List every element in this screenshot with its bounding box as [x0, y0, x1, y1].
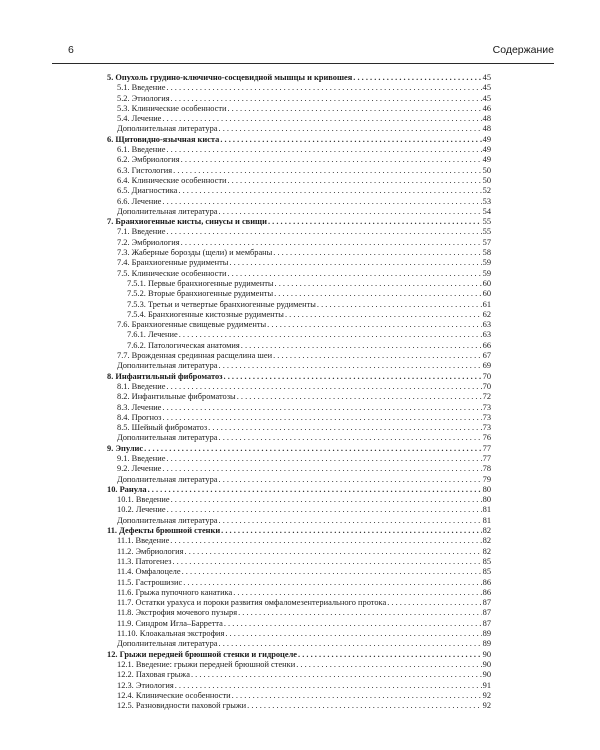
- toc-entry-title: 12.5. Разновидности паховой грыжи: [117, 701, 247, 711]
- toc-leader-dots: [296, 660, 481, 670]
- toc-entry: [107, 598, 491, 608]
- toc-entry: [107, 392, 491, 402]
- toc-leader-dots: [167, 505, 482, 515]
- toc-entry-title: 11.9. Синдром Игла–Барретта: [117, 618, 223, 628]
- toc-entry-title: 7.5.3. Третьи и четвертые бранхиогенные рудименты: [127, 299, 316, 309]
- toc-leader-dots: [227, 104, 481, 114]
- toc-entry: [107, 258, 491, 268]
- toc-leader-dots: [162, 197, 481, 207]
- toc-entry: [107, 495, 491, 505]
- toc-entry: [107, 248, 491, 258]
- toc-entry-page: 46: [482, 103, 491, 113]
- toc-entry-title: 6.2. Эмбриология: [117, 155, 180, 165]
- toc-entry: [107, 186, 491, 196]
- toc-entry-page: 45: [482, 93, 491, 103]
- toc-entry: [107, 341, 491, 351]
- toc-leader-dots: [178, 186, 481, 196]
- toc-entry-page: 92: [482, 690, 491, 700]
- toc-entry-page: 45: [482, 73, 491, 82]
- toc-entry-page: 73: [482, 402, 491, 412]
- toc-entry-page: 61: [482, 299, 491, 309]
- toc-entry-page: 70: [482, 371, 491, 381]
- toc-entry-page: 55: [482, 217, 491, 227]
- toc-entry-page: 89: [482, 639, 491, 649]
- toc-entry-page: 89: [482, 629, 491, 639]
- toc-entry: [107, 557, 491, 567]
- toc-entry-page: 77: [482, 453, 491, 463]
- toc-leader-dots: [247, 701, 481, 711]
- toc-leader-dots: [219, 361, 482, 371]
- toc-entry-title: 6.6. Лечение: [117, 196, 162, 206]
- toc-entry: [107, 104, 491, 114]
- toc-leader-dots: [182, 567, 482, 577]
- toc-leader-dots: [225, 629, 481, 639]
- toc-entry-title: 5. Опухоль грудино-ключично-сосцевидной мышцы и кривошея: [107, 73, 353, 82]
- toc-leader-dots: [183, 578, 481, 588]
- toc-entry-page: 55: [482, 227, 491, 237]
- toc-entry-title: 6. Щитовидно-язычная киста: [107, 134, 220, 144]
- toc-leader-dots: [219, 639, 482, 649]
- toc-leader-dots: [232, 691, 482, 701]
- toc-leader-dots: [175, 681, 482, 691]
- toc-chapter-entry: [107, 526, 491, 536]
- toc-entry-page: 85: [482, 567, 491, 577]
- toc-entry-title: 6.1. Введение: [117, 145, 166, 155]
- toc-entry-title: Дополнительная литература: [117, 361, 218, 371]
- toc-entry-page: 72: [482, 392, 491, 402]
- toc-entry-title: 7.5.4. Бранхиогенные кистозные рудименты: [127, 309, 284, 319]
- toc-entry-title: 12.4. Клинические особенности: [117, 690, 231, 700]
- toc-leader-dots: [317, 300, 482, 310]
- toc-entry-title: 11.4. Омфалоцеле: [117, 567, 181, 577]
- toc-entry-title: Дополнительная литература: [117, 474, 218, 484]
- toc-entry: [107, 320, 491, 330]
- toc-entry-page: 85: [482, 556, 491, 566]
- toc-entry-title: 8.5. Шейный фиброматоз: [117, 423, 208, 433]
- toc-entry-page: 82: [482, 526, 491, 536]
- toc-entry-title: 12. Грыжи передней брюшной стенки и гидроцеле: [107, 649, 298, 659]
- toc-entry: [107, 382, 491, 392]
- toc-entry: [107, 94, 491, 104]
- toc-entry: [107, 670, 491, 680]
- toc-entry-title: 7.6.2. Патологическая анатомия: [127, 340, 240, 350]
- toc-leader-dots: [353, 73, 481, 83]
- toc-leader-dots: [191, 670, 482, 680]
- toc-entry-title: Дополнительная литература: [117, 206, 218, 216]
- toc-entry-page: 49: [482, 145, 491, 155]
- toc-entry: [107, 207, 491, 217]
- toc-leader-dots: [171, 495, 482, 505]
- toc-chapter-entry: [107, 444, 491, 454]
- toc-entry-page: 62: [482, 309, 491, 319]
- toc-entry-title: 5.4. Лечение: [117, 114, 162, 124]
- toc-entry-page: 59: [482, 268, 491, 278]
- toc-entry: [107, 567, 491, 577]
- toc-entry: [107, 660, 491, 670]
- toc-entry-page: 80: [482, 495, 491, 505]
- toc-entry-page: 45: [482, 83, 491, 93]
- toc-entry: [107, 433, 491, 443]
- toc-entry-title: 10.1. Введение: [117, 495, 170, 505]
- toc-entry: [107, 83, 491, 93]
- toc-entry-page: 66: [482, 340, 491, 350]
- toc-entry: [107, 619, 491, 629]
- toc-leader-dots: [220, 135, 481, 145]
- toc-leader-dots: [238, 608, 482, 618]
- toc-entry-title: Дополнительная литература: [117, 639, 218, 649]
- toc-entry-title: 7.7. Врожденная срединная расщелина шеи: [117, 351, 273, 361]
- toc-entry-page: 54: [482, 206, 491, 216]
- toc-leader-dots: [219, 124, 482, 134]
- toc-entry-page: 86: [482, 577, 491, 587]
- toc-leader-dots: [162, 403, 481, 413]
- toc-leader-dots: [219, 433, 482, 443]
- toc-entry: [107, 279, 491, 289]
- running-section-title: Содержание: [492, 44, 554, 56]
- toc-entry-page: 53: [482, 196, 491, 206]
- toc-entry-title: 11.1. Введение: [117, 536, 170, 546]
- toc-entry-page: 50: [482, 175, 491, 185]
- toc-entry-page: 87: [482, 598, 491, 608]
- toc-entry-page: 86: [482, 587, 491, 597]
- toc-leader-dots: [162, 114, 481, 124]
- toc-leader-dots: [162, 464, 481, 474]
- toc-entry-title: 11.7. Остатки урахуса и пороки развития омфаломезентериального протока: [117, 598, 387, 608]
- toc-leader-dots: [219, 207, 482, 217]
- toc-entry-title: Дополнительная литература: [117, 515, 218, 525]
- toc-entry: [107, 227, 491, 237]
- toc-entry-page: 79: [482, 474, 491, 484]
- toc-entry-title: 5.1. Введение: [117, 83, 166, 93]
- toc-entry-title: 12.1. Введение: грыжи передней брюшной стенки: [117, 659, 296, 669]
- toc-leader-dots: [275, 279, 482, 289]
- toc-entry: [107, 464, 491, 474]
- toc-leader-dots: [387, 598, 481, 608]
- toc-entry: [107, 505, 491, 515]
- toc-entry-page: 82: [482, 546, 491, 556]
- toc-entry: [107, 166, 491, 176]
- toc-chapter-entry: [107, 217, 491, 227]
- toc-entry-title: 7.6.1. Лечение: [127, 330, 178, 340]
- toc-entry: [107, 155, 491, 165]
- toc-leader-dots: [224, 619, 482, 629]
- toc-leader-dots: [208, 423, 481, 433]
- toc-leader-dots: [163, 413, 482, 423]
- toc-leader-dots: [285, 310, 482, 320]
- toc-leader-dots: [268, 217, 482, 227]
- toc-entry-page: 73: [482, 412, 491, 422]
- toc-entry-page: 60: [482, 278, 491, 288]
- toc-entry-title: 5.2. Этиология: [117, 93, 170, 103]
- toc-entry: [107, 691, 491, 701]
- toc-entry: [107, 701, 491, 711]
- toc-entry: [107, 536, 491, 546]
- toc-leader-dots: [181, 238, 482, 248]
- toc-entry-page: 52: [482, 186, 491, 196]
- toc-leader-dots: [144, 444, 482, 454]
- toc-entry-title: 7.5. Клинические особенности: [117, 268, 227, 278]
- toc-leader-dots: [166, 454, 481, 464]
- table-of-contents: [107, 73, 491, 711]
- toc-entry-page: 70: [482, 381, 491, 391]
- toc-entry-title: 7. Бранхиогенные кисты, синусы и свищи: [107, 217, 267, 227]
- toc-entry-title: 8.3. Лечение: [117, 402, 162, 412]
- toc-leader-dots: [298, 650, 482, 660]
- toc-entry-page: 77: [482, 443, 491, 453]
- toc-chapter-entry: [107, 650, 491, 660]
- toc-entry-page: 63: [482, 330, 491, 340]
- toc-entry-page: 87: [482, 608, 491, 618]
- toc-chapter-entry: [107, 135, 491, 145]
- toc-leader-dots: [172, 557, 481, 567]
- toc-entry-page: 91: [482, 680, 491, 690]
- toc-leader-dots: [267, 320, 481, 330]
- toc-entry: [107, 403, 491, 413]
- toc-entry: [107, 361, 491, 371]
- toc-entry-page: 63: [482, 320, 491, 330]
- toc-entry: [107, 269, 491, 279]
- toc-entry: [107, 176, 491, 186]
- toc-leader-dots: [219, 516, 482, 526]
- toc-entry-page: 92: [482, 701, 491, 711]
- toc-entry: [107, 639, 491, 649]
- toc-leader-dots: [229, 258, 481, 268]
- toc-leader-dots: [148, 485, 482, 495]
- toc-entry-title: 7.4. Бранхиогенные рудименты: [117, 258, 229, 268]
- toc-entry-title: 11.5. Гастрошизис: [117, 577, 183, 587]
- toc-entry-title: 11. Дефекты брюшной стенки: [107, 526, 221, 536]
- toc-entry-title: 11.6. Грыжа пупочного канатика: [117, 587, 233, 597]
- toc-entry-page: 57: [482, 237, 491, 247]
- toc-entry-title: 11.8. Экстрофия мочевого пузыря: [117, 608, 238, 618]
- toc-entry: [107, 516, 491, 526]
- toc-leader-dots: [233, 588, 481, 598]
- toc-entry-page: 48: [482, 114, 491, 124]
- toc-entry-page: 49: [482, 155, 491, 165]
- toc-leader-dots: [237, 392, 482, 402]
- toc-entry-title: 7.5.1. Первые бранхиогенные рудименты: [127, 278, 274, 288]
- toc-entry-title: 8.1. Введение: [117, 381, 166, 391]
- toc-entry-title: 8.2. Инфантильные фиброматозы: [117, 392, 236, 402]
- toc-entry-page: 58: [482, 248, 491, 258]
- toc-entry-title: 12.2. Паховая грыжа: [117, 670, 190, 680]
- toc-leader-dots: [166, 227, 481, 237]
- page-header: [68, 44, 554, 58]
- toc-entry-page: 48: [482, 124, 491, 134]
- header-rule: [52, 63, 554, 64]
- toc-chapter-entry: [107, 73, 491, 83]
- toc-entry-page: 69: [482, 361, 491, 371]
- toc-entry-page: 59: [482, 258, 491, 268]
- toc-entry: [107, 423, 491, 433]
- toc-entry: [107, 413, 491, 423]
- toc-leader-dots: [185, 547, 482, 557]
- toc-entry: [107, 608, 491, 618]
- toc-entry-title: 11.2. Эмбриология: [117, 546, 184, 556]
- toc-entry-page: 82: [482, 536, 491, 546]
- toc-entry: [107, 629, 491, 639]
- toc-leader-dots: [171, 94, 482, 104]
- toc-entry: [107, 197, 491, 207]
- toc-entry-page: 87: [482, 618, 491, 628]
- toc-entry-page: 90: [482, 670, 491, 680]
- toc-leader-dots: [219, 475, 482, 485]
- toc-entry: [107, 300, 491, 310]
- toc-entry-title: 7.3. Жаберные борозды (щели) и мембраны: [117, 248, 273, 258]
- toc-entry: [107, 310, 491, 320]
- toc-leader-dots: [181, 155, 482, 165]
- toc-entry: [107, 289, 491, 299]
- toc-entry-title: 11.10. Клоакальная экстрофия: [117, 629, 225, 639]
- toc-leader-dots: [227, 269, 481, 279]
- toc-entry-title: 10.2. Лечение: [117, 505, 166, 515]
- toc-entry-title: 8. Инфантильный фиброматоз: [107, 371, 223, 381]
- toc-leader-dots: [166, 145, 481, 155]
- toc-entry: [107, 351, 491, 361]
- toc-leader-dots: [170, 536, 481, 546]
- toc-entry: [107, 454, 491, 464]
- toc-entry-title: Дополнительная литература: [117, 433, 218, 443]
- toc-entry: [107, 475, 491, 485]
- toc-entry-title: 9.2. Лечение: [117, 464, 162, 474]
- toc-entry-page: 78: [482, 464, 491, 474]
- toc-leader-dots: [273, 351, 482, 361]
- toc-leader-dots: [227, 176, 481, 186]
- toc-entry-page: 67: [482, 351, 491, 361]
- toc-entry: [107, 681, 491, 691]
- toc-chapter-entry: [107, 485, 491, 495]
- toc-entry-title: 12.3. Этиология: [117, 680, 174, 690]
- toc-entry-title: Дополнительная литература: [117, 124, 218, 134]
- toc-chapter-entry: [107, 372, 491, 382]
- toc-entry: [107, 114, 491, 124]
- toc-leader-dots: [179, 330, 482, 340]
- toc-entry-title: 6.5. Диагностика: [117, 186, 178, 196]
- toc-entry-title: 7.1. Введение: [117, 227, 166, 237]
- toc-entry: [107, 547, 491, 557]
- page-number: 6: [68, 44, 74, 56]
- toc-leader-dots: [166, 382, 481, 392]
- toc-leader-dots: [224, 372, 482, 382]
- toc-entry-title: 11.3. Патогенез: [117, 556, 172, 566]
- toc-leader-dots: [274, 289, 482, 299]
- toc-entry-title: 5.3. Клинические особенности: [117, 103, 227, 113]
- toc-entry-title: 7.5.2. Вторые бранхиогенные рудименты: [127, 289, 274, 299]
- toc-leader-dots: [273, 248, 481, 258]
- toc-leader-dots: [241, 341, 482, 351]
- toc-entry: [107, 238, 491, 248]
- toc-entry-page: 49: [482, 134, 491, 144]
- toc-entry-title: 10. Ранула: [107, 484, 147, 494]
- toc-entry-page: 50: [482, 165, 491, 175]
- toc-leader-dots: [166, 83, 481, 93]
- toc-entry-page: 76: [482, 433, 491, 443]
- toc-entry-title: 9. Эпулис: [107, 443, 144, 453]
- toc-entry-title: 8.4. Прогноз: [117, 412, 162, 422]
- toc-entry: [107, 330, 491, 340]
- toc-entry-title: 7.6. Бранхиогенные свищевые рудименты: [117, 320, 267, 330]
- toc-entry-page: 90: [482, 659, 491, 669]
- toc-entry-title: 9.1. Введение: [117, 453, 166, 463]
- toc-entry: [107, 578, 491, 588]
- toc-entry-page: 81: [482, 515, 491, 525]
- toc-entry: [107, 145, 491, 155]
- toc-entry: [107, 588, 491, 598]
- toc-entry-title: 6.3. Гистология: [117, 165, 173, 175]
- toc-entry-page: 60: [482, 289, 491, 299]
- toc-entry-page: 80: [482, 484, 491, 494]
- toc-leader-dots: [173, 166, 481, 176]
- toc-entry-page: 90: [482, 649, 491, 659]
- toc-entry-page: 73: [482, 423, 491, 433]
- toc-entry-page: 81: [482, 505, 491, 515]
- toc-entry-title: 7.2. Эмбриология: [117, 237, 180, 247]
- toc-leader-dots: [221, 526, 481, 536]
- toc-entry-title: 6.4. Клинические особенности: [117, 175, 227, 185]
- toc-entry: [107, 124, 491, 134]
